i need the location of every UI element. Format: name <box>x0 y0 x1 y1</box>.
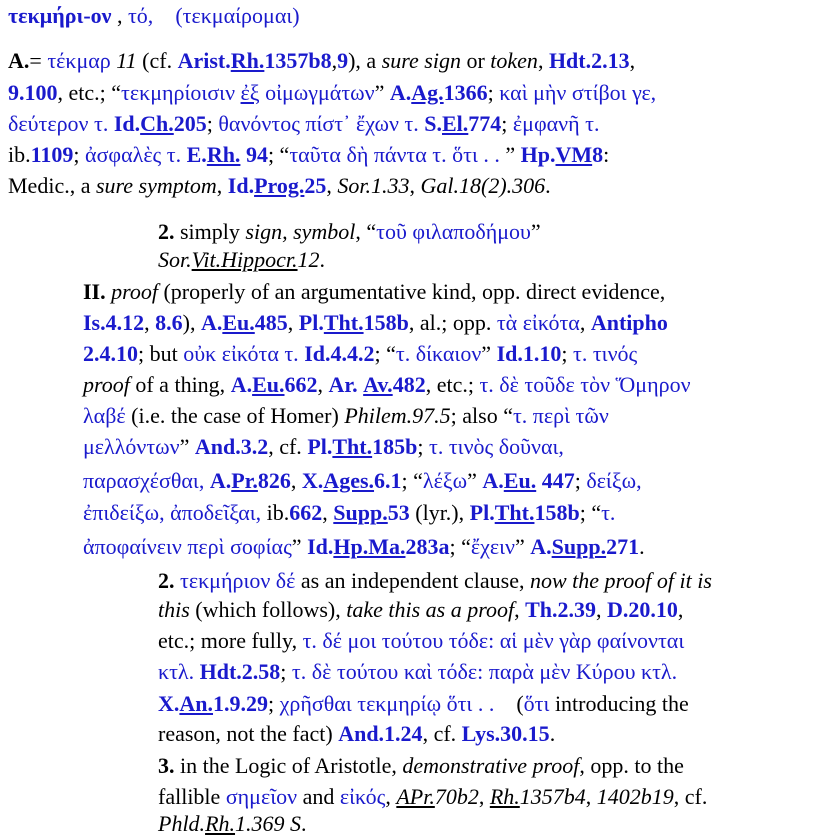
text-run: ” <box>530 219 541 244</box>
entry-line <box>158 688 689 719</box>
text-run: , <box>514 597 526 622</box>
text-run[interactable]: A. <box>230 372 253 397</box>
text-run: . <box>639 534 645 559</box>
text-run: and <box>297 784 340 809</box>
text-run: sure sign <box>381 48 461 73</box>
entry-line <box>158 750 684 781</box>
entry-line <box>8 108 599 139</box>
text-run: A. <box>8 48 30 73</box>
text-run: τό, <box>127 3 154 28</box>
text-run[interactable]: Ages. <box>323 468 375 493</box>
text-run: ἐπιδείξω, ἀποδεῖξαι, <box>83 500 267 525</box>
text-run: , <box>585 784 597 809</box>
text-run: ; “ <box>374 341 396 366</box>
text-run[interactable]: 482 <box>392 372 426 397</box>
text-run: II. <box>83 279 106 304</box>
text-run[interactable]: 9 <box>337 48 349 73</box>
text-run: (properly of an argumentative kind, opp. direct evidence, <box>157 279 666 304</box>
text-run[interactable]: 205 <box>173 111 207 136</box>
text-run: (which follows), <box>189 597 347 622</box>
text-run: , <box>677 597 684 622</box>
text-run: οἰμωγμάτων <box>259 80 375 105</box>
text-run: κτλ. <box>158 659 200 684</box>
text-run[interactable]: Prog. <box>254 173 305 198</box>
text-run[interactable]: Th.2.39 <box>525 597 596 622</box>
text-run: δεύτερον τ. <box>8 111 114 136</box>
text-run: this <box>158 597 190 622</box>
text-run[interactable]: 6.1 <box>374 468 402 493</box>
text-run[interactable]: 1357b8 <box>264 48 332 73</box>
entry-line <box>8 0 300 31</box>
text-run: τ. δὲ τούτου καὶ τόδε: παρὰ μὲν Κύρου κτλ. <box>291 659 678 684</box>
text-run: . <box>545 173 551 198</box>
text-run: 70b2 <box>434 784 479 809</box>
entry-line <box>8 139 609 170</box>
text-run: . <box>319 247 326 272</box>
text-run: 2. <box>158 219 175 244</box>
text-run[interactable]: An. <box>179 691 214 716</box>
entry-line <box>83 276 665 307</box>
text-run[interactable]: Supp. <box>333 500 388 525</box>
text-run[interactable]: 9.100 <box>8 80 58 105</box>
text-run: ; also “ <box>450 403 513 428</box>
text-run: Gal. <box>420 173 459 198</box>
text-run: τεκμηρίοισιν <box>121 80 241 105</box>
text-run: ” <box>179 434 195 459</box>
entry-line <box>158 808 307 839</box>
text-run[interactable]: 826 <box>257 468 291 493</box>
text-run: , <box>409 173 421 198</box>
text-run[interactable]: Id. <box>113 111 141 136</box>
entry-line <box>83 431 564 462</box>
text-run: etc.; more fully, <box>158 628 303 653</box>
text-run[interactable]: 8 <box>592 142 604 167</box>
text-run: sign, symbol <box>245 219 356 244</box>
text-run: , cf. <box>422 721 462 746</box>
text-run[interactable]: Pl. <box>307 434 333 459</box>
text-run: μελλόντων <box>83 434 180 459</box>
text-run: proof <box>111 279 158 304</box>
text-run: τ. δέ μοι τούτου τόδε: αἱ μὲν γὰρ φαίνονται <box>302 628 685 653</box>
text-run[interactable]: And.1.24 <box>338 721 423 746</box>
text-run[interactable]: 25 <box>304 173 327 198</box>
text-run: Sor. <box>337 173 371 198</box>
entry-line <box>83 497 615 528</box>
text-run <box>153 3 175 28</box>
text-run: 3. <box>158 753 175 778</box>
text-run: . <box>549 721 556 746</box>
text-run: of a thing, <box>129 372 231 397</box>
text-run[interactable]: El. <box>442 111 469 136</box>
text-run[interactable]: 1.9.29 <box>213 691 269 716</box>
text-run: , etc.; <box>425 372 480 397</box>
text-run: ; “ <box>267 142 290 167</box>
text-run: Rh. <box>489 784 520 809</box>
text-run: , <box>111 3 128 28</box>
text-run[interactable]: Tht. <box>332 434 373 459</box>
text-run[interactable]: Hp. <box>520 142 556 167</box>
text-run[interactable]: Eu. <box>252 372 285 397</box>
text-run: ” <box>499 142 521 167</box>
text-run: λέξω <box>422 468 468 493</box>
text-run: (τεκμαίρομαι) <box>175 3 300 28</box>
text-run[interactable]: A. <box>530 534 552 559</box>
text-run: Sor. <box>158 247 192 272</box>
text-run: ; <box>206 111 219 136</box>
text-run[interactable]: Eu. <box>503 468 537 493</box>
text-run: τ. δὲ τοῦδε τὸν Ὅμηρον <box>479 372 691 397</box>
text-run: τ. τινός <box>572 341 638 366</box>
text-run: proof <box>83 372 130 397</box>
entry-line <box>83 465 642 496</box>
entry-line <box>158 718 555 749</box>
text-run: 12 <box>297 247 320 272</box>
text-run: Medic., a <box>8 173 96 198</box>
text-run[interactable]: Hdt.2.13 <box>548 48 630 73</box>
text-run: reason, not the fact) <box>158 721 339 746</box>
text-run[interactable]: Ar. <box>328 372 358 397</box>
text-run: , <box>537 48 549 73</box>
text-run: ; “ <box>449 534 471 559</box>
text-run: . <box>301 811 307 836</box>
text-run: = <box>29 48 48 73</box>
text-run: σημεῖον <box>225 784 298 809</box>
text-run[interactable]: Id.4.4.2 <box>304 341 375 366</box>
text-run[interactable]: 271 <box>606 534 640 559</box>
text-run[interactable]: A. <box>209 468 232 493</box>
text-run[interactable]: Id.1.10 <box>496 341 562 366</box>
text-run[interactable]: 447 <box>536 468 575 493</box>
text-run: introducing the <box>549 691 689 716</box>
text-run[interactable]: 94 <box>240 142 268 167</box>
text-run[interactable]: Hp.Ma. <box>333 534 406 559</box>
text-run: ; “ <box>401 468 423 493</box>
text-run[interactable]: 8.6 <box>155 310 183 335</box>
text-run: Phld. <box>158 811 206 836</box>
text-run: ; <box>487 80 500 105</box>
text-run[interactable]: Lys.30.15 <box>461 721 550 746</box>
text-run: ; <box>501 111 513 136</box>
text-run[interactable]: 158b <box>363 310 409 335</box>
text-run[interactable]: A. <box>389 80 412 105</box>
text-run[interactable]: 1109 <box>30 142 74 167</box>
text-run: , <box>326 173 338 198</box>
entry-line <box>158 244 325 275</box>
text-run: τοῦ φιλαποδήμου <box>376 219 531 244</box>
text-run: καὶ μὴν στίβοι γε, <box>499 80 657 105</box>
text-run: ” <box>481 341 497 366</box>
text-run: , <box>579 310 591 335</box>
text-run: ; <box>561 341 573 366</box>
entry-line <box>158 216 541 247</box>
entry-line <box>158 565 712 596</box>
text-run: 18(2).306 <box>459 173 546 198</box>
text-run: τὰ εἰκότα <box>496 310 580 335</box>
text-run[interactable]: X. <box>301 468 324 493</box>
text-run[interactable]: Eu. <box>222 310 255 335</box>
text-run[interactable]: Tht. <box>323 310 364 335</box>
text-run: in the Logic of Aristotle, <box>174 753 403 778</box>
text-run: ἀποφαίνειν περὶ σοφίας <box>83 534 292 559</box>
text-run[interactable]: 283a <box>405 534 450 559</box>
text-run: , etc.; “ <box>57 80 122 105</box>
text-run: , <box>385 784 397 809</box>
text-run: , <box>331 48 338 73</box>
entry-line <box>158 625 684 656</box>
text-run: ” <box>374 80 390 105</box>
text-run: ), a <box>348 48 382 73</box>
text-run: ; <box>417 434 429 459</box>
text-run: τ. τινὸς δοῦναι, <box>429 434 564 459</box>
text-run: ἐξ <box>240 80 260 105</box>
text-run[interactable]: 774 <box>468 111 502 136</box>
text-run: APr. <box>396 784 435 809</box>
entry-line <box>8 77 656 108</box>
text-run[interactable]: Av. <box>363 372 393 397</box>
text-run[interactable]: Hdt.2.58 <box>199 659 281 684</box>
text-run: χρῆσθαι τεκμηρίῳ ὅτι . . <box>279 691 495 716</box>
text-run: , opp. to the <box>579 753 684 778</box>
text-run[interactable]: Pl. <box>469 500 495 525</box>
text-run: τεκμήριον δέ <box>180 568 296 593</box>
text-run: ” <box>291 534 308 559</box>
entry-line <box>83 531 645 562</box>
text-run: 11 <box>116 48 137 73</box>
text-run: ἔχειν <box>470 534 515 559</box>
text-run: 1402b19 <box>596 784 674 809</box>
text-run: , <box>596 597 607 622</box>
text-run[interactable]: X. <box>158 691 180 716</box>
text-run: as an independent clause, <box>295 568 530 593</box>
text-run: , “ <box>355 219 377 244</box>
text-run[interactable]: 1366 <box>443 80 488 105</box>
text-run: , <box>478 784 490 809</box>
text-run: οὐκ εἰκότα τ. <box>183 341 299 366</box>
text-run[interactable]: E. <box>186 142 207 167</box>
text-run: ; <box>73 142 86 167</box>
text-run: token <box>490 48 538 73</box>
text-run[interactable]: 2.4.10 <box>83 341 138 366</box>
text-run[interactable]: Arist. <box>177 48 231 73</box>
text-run: τεκμήρι-ον <box>8 3 112 28</box>
text-run: ib. <box>266 500 290 525</box>
text-run: Philem. <box>344 403 413 428</box>
text-run: , al.; opp. <box>408 310 497 335</box>
text-run[interactable]: Id. <box>307 534 334 559</box>
text-run: 2. <box>158 568 175 593</box>
text-run: Rh. <box>205 811 236 836</box>
text-run: ib. <box>8 142 31 167</box>
text-run[interactable]: 662 <box>289 500 323 525</box>
text-run: , <box>287 310 299 335</box>
entry-line <box>158 656 677 687</box>
text-run[interactable]: 185b <box>372 434 418 459</box>
text-run: , <box>322 500 334 525</box>
text-run: , cf. <box>673 784 708 809</box>
text-run: (i.e. the case of Homer) <box>125 403 345 428</box>
text-run[interactable]: D.20.10 <box>607 597 678 622</box>
text-run[interactable]: 662 <box>284 372 318 397</box>
text-run[interactable]: Ch. <box>140 111 174 136</box>
entry-line <box>83 400 609 431</box>
entry-line <box>83 338 637 369</box>
text-run: ταῦτα δὴ πάντα τ. ὅτι . . <box>289 142 500 167</box>
text-run: (lyr.), <box>409 500 470 525</box>
text-run[interactable]: Pr. <box>231 468 258 493</box>
text-run: ; <box>280 659 292 684</box>
text-run: ; <box>574 468 587 493</box>
text-run: τέκμαρ <box>47 48 111 73</box>
text-run: , <box>290 468 302 493</box>
text-run: τ. περὶ τῶν <box>512 403 609 428</box>
text-run: , <box>144 310 156 335</box>
text-run: 1.369 S <box>235 811 302 836</box>
text-run[interactable]: Ag. <box>411 80 444 105</box>
text-run: simply <box>174 219 246 244</box>
text-run[interactable]: A. <box>482 468 504 493</box>
text-run: , <box>216 173 228 198</box>
entry-line <box>158 594 683 625</box>
text-run: take this as a proof <box>346 597 515 622</box>
text-run[interactable]: Pl. <box>298 310 324 335</box>
text-run: (cf. <box>136 48 178 73</box>
text-run: or <box>460 48 491 73</box>
text-run[interactable]: Rh. <box>230 48 265 73</box>
text-run: παρασχέσθαι, <box>83 468 210 493</box>
text-run[interactable]: VM <box>555 142 593 167</box>
text-run[interactable]: 485 <box>254 310 288 335</box>
text-run: , cf. <box>268 434 308 459</box>
text-run: , <box>317 372 329 397</box>
text-run: θανόντος πίστ᾽ ἔχων τ. <box>218 111 425 136</box>
entry-line <box>8 170 551 201</box>
text-run: τ. <box>601 500 616 525</box>
text-run[interactable]: Id. <box>227 173 255 198</box>
entry-line <box>83 307 668 338</box>
text-run: 1357b4 <box>519 784 586 809</box>
text-run[interactable]: 53 <box>387 500 410 525</box>
text-run: ἀσφαλὲς τ. <box>85 142 187 167</box>
text-run: ( <box>494 691 524 716</box>
text-run: 1.33 <box>371 173 410 198</box>
text-run[interactable]: Is.4.12 <box>83 310 145 335</box>
text-run: ; <box>268 691 280 716</box>
text-run: sure symptom <box>95 173 217 198</box>
entry-line <box>83 369 691 400</box>
text-run: ” <box>514 534 531 559</box>
text-run[interactable]: A. <box>200 310 223 335</box>
text-run: : <box>603 142 610 167</box>
text-run: τ. δίκαιον <box>395 341 482 366</box>
text-run[interactable]: Tht. <box>494 500 535 525</box>
text-run: , <box>629 48 636 73</box>
text-run: ὅτι <box>523 691 550 716</box>
text-run: εἰκός <box>339 784 386 809</box>
text-run: ἐμφανῆ τ. <box>512 111 600 136</box>
text-run[interactable]: Antipho <box>590 310 668 335</box>
text-run[interactable]: S. <box>424 111 442 136</box>
text-run: 97.5 <box>412 403 451 428</box>
text-run: ), <box>182 310 201 335</box>
text-run: demonstrative proof <box>402 753 580 778</box>
text-run: δείξω, <box>586 468 642 493</box>
text-run[interactable]: 158b <box>534 500 580 525</box>
text-run: λαβέ <box>83 403 126 428</box>
text-run: ; “ <box>579 500 602 525</box>
text-run[interactable]: Rh. <box>206 142 241 167</box>
text-run: ” <box>467 468 483 493</box>
text-run: Vit.Hippocr. <box>191 247 298 272</box>
text-run[interactable]: And.3.2 <box>194 434 269 459</box>
text-run: fallible <box>158 784 226 809</box>
text-run[interactable]: Supp. <box>551 534 607 559</box>
text-run: now the proof of it is <box>530 568 712 593</box>
text-run: ; but <box>138 341 184 366</box>
entry-line <box>8 45 635 76</box>
